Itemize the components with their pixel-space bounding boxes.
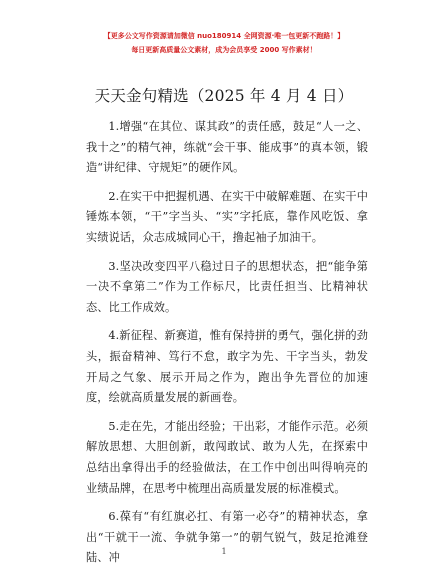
paragraph-5: 5.走在先，才能出经验；干出彩，才能作示范。必须解放思想、大胆创新，敢闯敢试、敢为人先，在探索中总结出拿得出手的经验做法，在工作中创出叫得响亮的业绩品牌，在思考中梳理出高质量发展的标准模式。 xyxy=(86,419,368,495)
promo-banner-line-1: 【更多公文写作资源请加微信 nuo180914 全网资源·唯一包更新不跑路！】 xyxy=(103,32,345,40)
paragraph-6: 6.葆有“有红旗必扛、有第一必夺”的精神状态，拿出“干就干一流、争就争第一”的朝气锐气，鼓足抢滩登陆、冲 xyxy=(86,510,368,565)
promo-banner-line-2: 每日更新高质量公文素材，成为会员享受 2000 写作素材！ xyxy=(131,46,317,54)
document-body xyxy=(86,117,368,577)
document-title: 天天金句精选（2025 年 4 月 4 日） xyxy=(94,87,354,105)
paragraph-4: 4.新征程、新赛道，惟有保持拼的勇气，强化拼的劲头，振奋精神、笃行不怠，敢字为先、干字当头，勃发开局之气象、展示开局之作为，跑出争先晋位的加速度，绘就高质量发展的新画卷。 xyxy=(86,329,368,405)
paragraph-3: 3.坚决改变四平八稳过日子的思想状态，把“能争第一决不拿第二”作为工作标尺，比责任担当、比精神状态、比工作成效。 xyxy=(86,259,368,314)
paragraph-2: 2.在实干中把握机遇、在实干中破解难题、在实干中锤炼本领，“干”字当头、“实”字托底，靠作风吃饭、拿实绩说话，众志成城同心干，撸起袖子加油干。 xyxy=(86,189,368,244)
paragraph-1: 1.增强“在其位、谋其政”的责任感，鼓足“人一之、我十之”的精气神，练就“会干事、能成事”的真本领，锻造“讲纪律、守规矩”的硬作风。 xyxy=(86,120,368,175)
page-number: 1 xyxy=(221,547,227,556)
